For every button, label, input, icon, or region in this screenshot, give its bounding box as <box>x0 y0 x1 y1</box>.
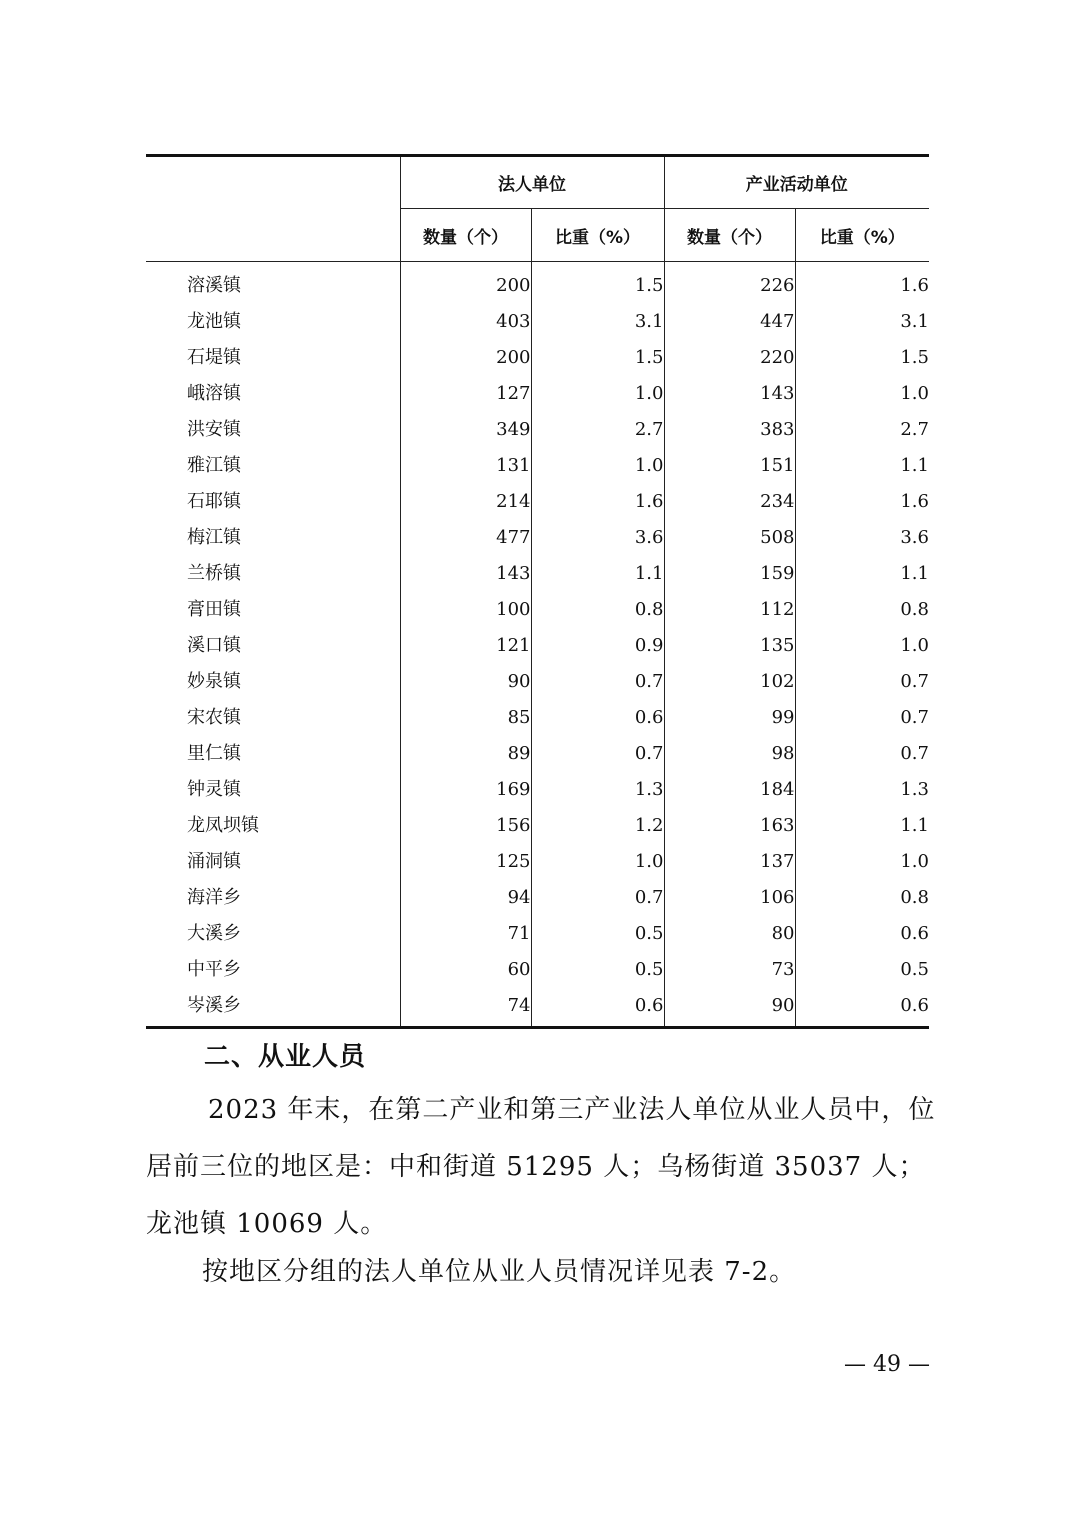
legal-share-cell: 3.1 <box>531 304 664 340</box>
table-row <box>146 628 929 664</box>
table-row <box>146 808 929 844</box>
unit-count-cell: 184 <box>664 772 795 808</box>
legal-count-cell: 169 <box>400 772 531 808</box>
unit-count-cell: 99 <box>664 700 795 736</box>
unit-share-cell: 1.1 <box>795 448 929 484</box>
unit-count-cell: 102 <box>664 664 795 700</box>
legal-share-cell: 1.0 <box>531 448 664 484</box>
region-name-cell: 石堤镇 <box>187 347 241 368</box>
header-legal-count: 数量（个） <box>400 209 531 262</box>
unit-count-cell: 137 <box>664 844 795 880</box>
legal-count-cell: 94 <box>400 880 531 916</box>
unit-share-cell: 3.1 <box>795 304 929 340</box>
unit-count-cell: 112 <box>664 592 795 628</box>
legal-count-cell: 85 <box>400 700 531 736</box>
statistics-table <box>146 154 929 1029</box>
unit-share-cell: 1.0 <box>795 376 929 412</box>
table-header <box>146 156 929 262</box>
table-row <box>146 700 929 736</box>
unit-share-cell: 0.7 <box>795 664 929 700</box>
table-row <box>146 484 929 520</box>
unit-share-cell: 1.6 <box>795 262 929 305</box>
unit-count-cell: 106 <box>664 880 795 916</box>
region-name-cell: 膏田镇 <box>187 599 241 620</box>
legal-count-cell: 90 <box>400 664 531 700</box>
region-name-cell: 大溪乡 <box>187 923 241 944</box>
legal-share-cell: 2.7 <box>531 412 664 448</box>
legal-share-cell: 1.5 <box>531 262 664 305</box>
region-name-cell: 中平乡 <box>187 959 241 980</box>
unit-count-cell: 159 <box>664 556 795 592</box>
table-row <box>146 592 929 628</box>
table-row <box>146 916 929 952</box>
region-name-cell: 妙泉镇 <box>187 671 241 692</box>
table-row <box>146 844 929 880</box>
legal-share-cell: 1.5 <box>531 340 664 376</box>
table-row <box>146 448 929 484</box>
legal-count-cell: 127 <box>400 376 531 412</box>
region-name-cell: 兰桥镇 <box>187 563 241 584</box>
region-name-cell: 宋农镇 <box>187 707 241 728</box>
legal-share-cell: 0.5 <box>531 916 664 952</box>
unit-share-cell: 0.5 <box>795 952 929 988</box>
legal-count-cell: 477 <box>400 520 531 556</box>
unit-share-cell: 0.6 <box>795 988 929 1028</box>
section-title: 二、从业人员 <box>204 1042 367 1072</box>
legal-share-cell: 0.9 <box>531 628 664 664</box>
unit-count-cell: 151 <box>664 448 795 484</box>
region-name-cell: 雅江镇 <box>187 455 241 476</box>
paragraph-table-reference: 按地区分组的法人单位从业人员情况详见表 7-2。 <box>202 1257 797 1287</box>
header-unit-count: 数量（个） <box>664 209 795 262</box>
legal-share-cell: 1.0 <box>531 376 664 412</box>
table-row <box>146 556 929 592</box>
unit-share-cell: 1.5 <box>795 340 929 376</box>
region-name-cell: 溪口镇 <box>187 635 241 656</box>
legal-count-cell: 131 <box>400 448 531 484</box>
unit-count-cell: 234 <box>664 484 795 520</box>
legal-count-cell: 60 <box>400 952 531 988</box>
region-name-cell: 石耶镇 <box>187 491 241 512</box>
table-row <box>146 736 929 772</box>
table-row <box>146 664 929 700</box>
table-row <box>146 952 929 988</box>
header-unit-share: 比重（%） <box>795 209 929 262</box>
legal-count-cell: 100 <box>400 592 531 628</box>
table-row <box>146 520 929 556</box>
legal-share-cell: 0.6 <box>531 700 664 736</box>
legal-share-cell: 0.5 <box>531 952 664 988</box>
legal-share-cell: 1.6 <box>531 484 664 520</box>
legal-share-cell: 0.7 <box>531 880 664 916</box>
region-name-cell: 钟灵镇 <box>187 779 241 800</box>
legal-count-cell: 214 <box>400 484 531 520</box>
region-name-cell: 海洋乡 <box>187 887 241 908</box>
region-name-cell: 里仁镇 <box>187 743 241 764</box>
legal-share-cell: 0.8 <box>531 592 664 628</box>
table-body <box>146 262 929 1028</box>
legal-count-cell: 89 <box>400 736 531 772</box>
legal-count-cell: 349 <box>400 412 531 448</box>
unit-share-cell: 1.3 <box>795 772 929 808</box>
unit-share-cell: 2.7 <box>795 412 929 448</box>
region-name-cell: 涌洞镇 <box>187 851 241 872</box>
legal-count-cell: 200 <box>400 262 531 305</box>
region-name-cell: 岑溪乡 <box>146 988 400 1028</box>
unit-share-cell: 0.7 <box>795 736 929 772</box>
table-row <box>146 304 929 340</box>
region-name-cell: 洪安镇 <box>187 419 241 440</box>
legal-count-cell: 71 <box>400 916 531 952</box>
table-row <box>146 988 929 1028</box>
legal-share-cell: 0.7 <box>531 664 664 700</box>
legal-count-cell: 125 <box>400 844 531 880</box>
paragraph-employment-summary: 2023 年末，在第二产业和第三产业法人单位从业人员中，位居前三位的地区是：中和街道 51295 人；乌杨街道 35037 人；龙池镇 10069 人。 <box>146 1095 936 1239</box>
unit-share-cell: 3.6 <box>795 520 929 556</box>
unit-count-cell: 73 <box>664 952 795 988</box>
legal-count-cell: 121 <box>400 628 531 664</box>
header-legal-share: 比重（%） <box>531 209 664 262</box>
table-row <box>146 376 929 412</box>
unit-count-cell: 508 <box>664 520 795 556</box>
header-group-industry-unit: 产业活动单位 <box>664 156 929 209</box>
legal-share-cell: 1.3 <box>531 772 664 808</box>
region-name-cell: 龙凤坝镇 <box>187 815 259 836</box>
unit-count-cell: 90 <box>664 988 795 1028</box>
table-row <box>146 412 929 448</box>
unit-count-cell: 163 <box>664 808 795 844</box>
unit-count-cell: 447 <box>664 304 795 340</box>
legal-share-cell: 1.1 <box>531 556 664 592</box>
unit-share-cell: 1.1 <box>795 808 929 844</box>
region-name-cell: 溶溪镇 <box>187 275 241 296</box>
table-row <box>146 262 929 305</box>
legal-count-cell: 143 <box>400 556 531 592</box>
unit-share-cell: 1.1 <box>795 556 929 592</box>
legal-share-cell: 3.6 <box>531 520 664 556</box>
unit-share-cell: 1.0 <box>795 628 929 664</box>
unit-count-cell: 98 <box>664 736 795 772</box>
legal-share-cell: 0.7 <box>531 736 664 772</box>
table-row <box>146 772 929 808</box>
legal-count-cell: 200 <box>400 340 531 376</box>
legal-count-cell: 156 <box>400 808 531 844</box>
unit-count-cell: 143 <box>664 376 795 412</box>
header-group-legal-entity: 法人单位 <box>400 156 664 209</box>
header-blank-cell <box>146 156 400 262</box>
unit-share-cell: 0.8 <box>795 592 929 628</box>
legal-count-cell: 74 <box>400 988 531 1028</box>
region-name-cell: 峨溶镇 <box>187 383 241 404</box>
region-name-cell: 龙池镇 <box>187 311 241 332</box>
page-number: — 49 — <box>844 1352 930 1377</box>
table-row <box>146 340 929 376</box>
unit-count-cell: 226 <box>664 262 795 305</box>
unit-share-cell: 1.6 <box>795 484 929 520</box>
unit-share-cell: 0.6 <box>795 916 929 952</box>
legal-share-cell: 0.6 <box>531 988 664 1028</box>
region-name-cell: 梅江镇 <box>187 527 241 548</box>
unit-share-cell: 0.7 <box>795 700 929 736</box>
unit-count-cell: 80 <box>664 916 795 952</box>
unit-count-cell: 135 <box>664 628 795 664</box>
unit-count-cell: 383 <box>664 412 795 448</box>
legal-share-cell: 1.2 <box>531 808 664 844</box>
table-row <box>146 880 929 916</box>
unit-share-cell: 0.8 <box>795 880 929 916</box>
legal-count-cell: 403 <box>400 304 531 340</box>
unit-count-cell: 220 <box>664 340 795 376</box>
unit-share-cell: 1.0 <box>795 844 929 880</box>
legal-share-cell: 1.0 <box>531 844 664 880</box>
